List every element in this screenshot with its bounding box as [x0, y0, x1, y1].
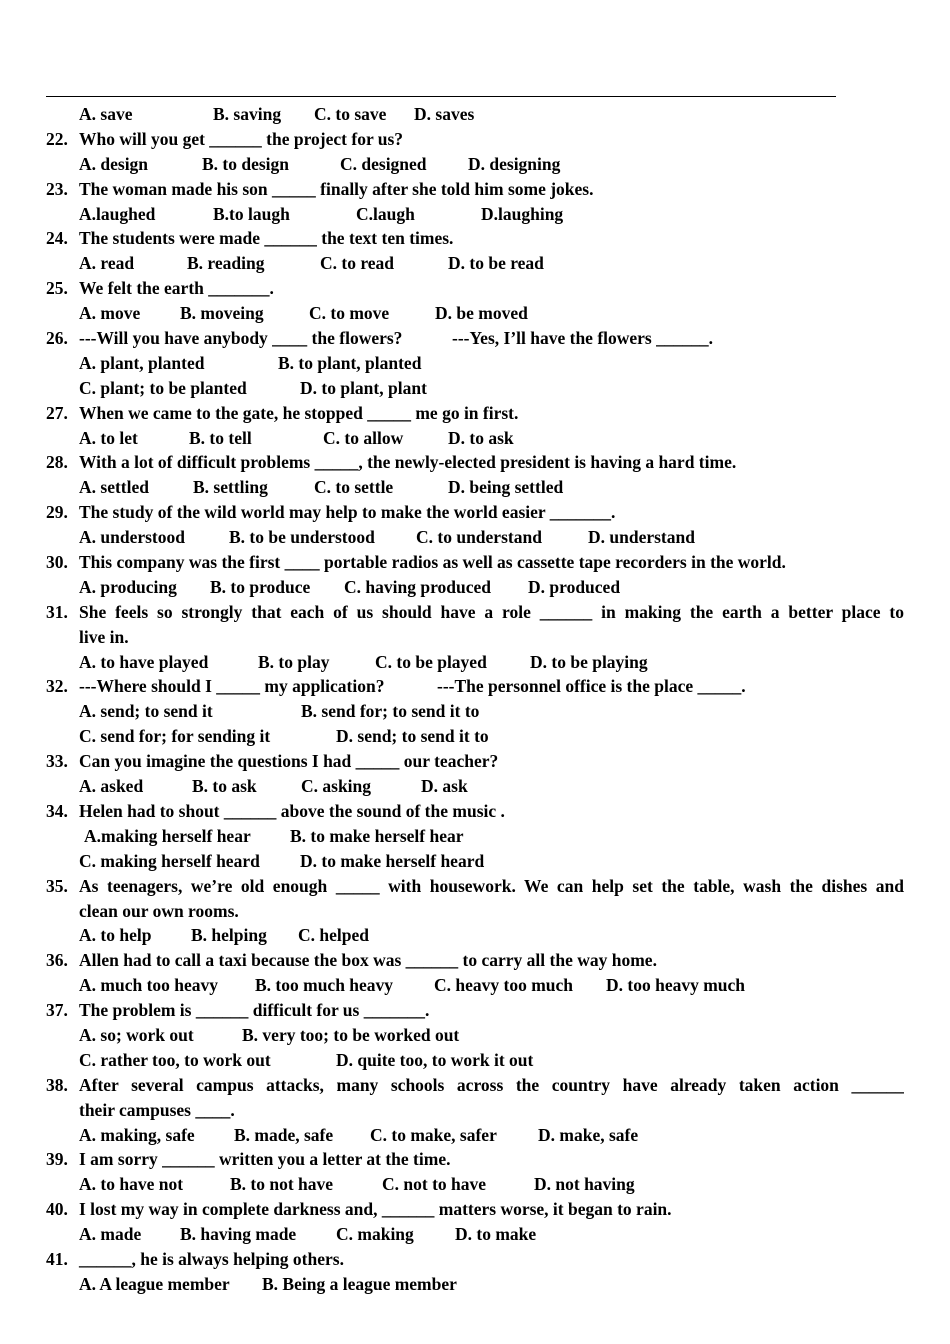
- question-number: 30.: [46, 552, 68, 573]
- question-number: 38.: [46, 1074, 68, 1095]
- option-c: C. to be played: [375, 651, 487, 672]
- options-row: [0, 824, 950, 849]
- option-a: A. to let: [79, 427, 138, 448]
- question-number: 29.: [46, 502, 68, 523]
- option-c: C. to understand: [416, 527, 542, 548]
- option-b: B. saving: [213, 104, 282, 124]
- option-b: D. send; to send it to: [336, 726, 489, 747]
- options-row: [0, 426, 950, 451]
- option-a: C. making herself heard: [79, 850, 260, 871]
- option-d: D. be moved: [435, 303, 528, 324]
- options-row: [0, 202, 950, 227]
- options-row: [0, 575, 950, 600]
- question-number: 37.: [46, 1000, 68, 1021]
- question-text: This company was the first ____ portable radios as well as cassette tape recorders in the world.: [79, 552, 786, 573]
- question-continuation: [0, 1098, 950, 1123]
- question-number: 27.: [46, 402, 68, 423]
- options-row: [0, 251, 950, 276]
- question-number: 36.: [46, 950, 68, 971]
- question-number: 40.: [46, 1199, 68, 1220]
- option-b: B. made, safe: [234, 1124, 334, 1145]
- question-number: 22.: [46, 128, 68, 149]
- question-text: We felt the earth _______.: [79, 278, 274, 299]
- option-d: D. not having: [534, 1174, 635, 1195]
- options-row: [0, 923, 950, 948]
- question-row: [0, 226, 950, 251]
- question-row: [0, 177, 950, 202]
- option-d: D. being settled: [448, 477, 564, 498]
- question-text: The study of the wild world may help to make the world easier _______.: [79, 502, 616, 523]
- question-text: The students were made ______ the text ten times.: [79, 228, 454, 249]
- option-b: B. too much heavy: [255, 975, 394, 996]
- question-text: clean our own rooms.: [79, 900, 239, 921]
- options-row: [0, 102, 950, 127]
- option-c: C. to settle: [314, 477, 394, 498]
- question-row: [0, 127, 950, 152]
- option-a: A. plant, planted: [79, 352, 205, 373]
- option-a: A. producing: [79, 576, 177, 597]
- question-row: [0, 600, 950, 625]
- option-d: D. to be playing: [530, 651, 648, 672]
- option-b: B. to tell: [189, 427, 252, 448]
- options-row: [0, 1272, 950, 1297]
- options-row: [0, 849, 950, 874]
- question-number: 32.: [46, 676, 68, 697]
- question-row: [0, 1073, 950, 1098]
- option-a: A. design: [79, 153, 149, 174]
- question-text: live in.: [79, 626, 129, 647]
- option-a: A. save: [79, 104, 133, 124]
- option-a: A. send; to send it: [79, 701, 213, 722]
- option-a: A. made: [79, 1224, 142, 1245]
- option-b: B. reading: [187, 253, 265, 274]
- question-continuation: [0, 625, 950, 650]
- option-d: D. designing: [468, 153, 561, 174]
- option-d: D.laughing: [481, 203, 564, 224]
- question-text: their campuses ____.: [79, 1099, 235, 1120]
- header-rule: [46, 96, 836, 97]
- question-text: Allen had to call a taxi because the box was ______ to carry all the way home.: [79, 950, 657, 971]
- question-row: [0, 799, 950, 824]
- option-b: D. to make herself heard: [300, 850, 485, 871]
- option-a: C. rather too, to work out: [79, 1049, 271, 1070]
- question-text: Helen had to shout ______ above the sound of the music .: [79, 800, 505, 821]
- option-c: C. not to have: [382, 1174, 487, 1195]
- option-c: C. to save: [314, 104, 387, 124]
- option-d: D. saves: [414, 104, 475, 124]
- option-c: C. to move: [309, 303, 390, 324]
- options-row: [0, 152, 950, 177]
- question-text: With a lot of difficult problems _____, the newly-elected president is having a hard time.: [79, 452, 737, 473]
- options-row: [0, 650, 950, 675]
- options-row: [0, 1222, 950, 1247]
- option-a: A. understood: [79, 527, 185, 548]
- option-a: A. much too heavy: [79, 975, 219, 996]
- option-d: D. to ask: [448, 427, 514, 448]
- option-c: C. to read: [320, 253, 395, 274]
- question-number: 23.: [46, 178, 68, 199]
- option-c: C. helped: [298, 925, 369, 946]
- question-list: [0, 102, 950, 1297]
- options-row: [0, 525, 950, 550]
- option-b: B. to not have: [230, 1174, 334, 1195]
- option-a: A.making herself hear: [84, 825, 251, 846]
- options-row: [0, 475, 950, 500]
- option-b: B. helping: [191, 925, 267, 946]
- option-a: A. so; work out: [79, 1024, 194, 1045]
- option-b: B.to laugh: [213, 203, 290, 224]
- question-text: ---Will you have anybody ____ the flowers?: [79, 328, 403, 349]
- options-row: [0, 724, 950, 749]
- option-a: C. send for; for sending it: [79, 726, 271, 747]
- question-row: [0, 998, 950, 1023]
- option-b: B. to plant, planted: [278, 352, 422, 373]
- question-row: [0, 948, 950, 973]
- option-a: A.laughed: [79, 203, 156, 224]
- options-row: [0, 1048, 950, 1073]
- question-number: 31.: [46, 601, 68, 622]
- option-c: C. making: [336, 1224, 414, 1245]
- option-d: D. ask: [421, 776, 468, 797]
- option-b: B. very too; to be worked out: [242, 1024, 460, 1045]
- option-d: D. understand: [588, 527, 695, 548]
- option-b: B. having made: [180, 1224, 297, 1245]
- option-d: D. to be read: [448, 253, 544, 274]
- option-a: A. to have not: [79, 1174, 184, 1195]
- option-b: B. moveing: [180, 303, 264, 324]
- option-d: D. to make: [455, 1224, 537, 1245]
- question-row: [0, 1197, 950, 1222]
- option-b: B. send for; to send it to: [301, 701, 480, 722]
- option-b: D. to plant, plant: [300, 377, 427, 398]
- options-row: [0, 1172, 950, 1197]
- option-c: C. heavy too much: [434, 975, 574, 996]
- question-number: 33.: [46, 751, 68, 772]
- options-row: [0, 699, 950, 724]
- question-row: [0, 276, 950, 301]
- option-b: B. to produce: [210, 576, 311, 597]
- options-row: [0, 351, 950, 376]
- option-a: A. making, safe: [79, 1124, 195, 1145]
- question-text: When we came to the gate, he stopped _____ me go in first.: [79, 402, 519, 423]
- option-a: A. move: [79, 303, 141, 324]
- question-number: 25.: [46, 278, 68, 299]
- question-text: Who will you get ______ the project for us?: [79, 128, 404, 149]
- question-text: I am sorry ______ written you a letter at the time.: [79, 1149, 451, 1170]
- answer-prompt: ---The personnel office is the place _____.: [437, 676, 746, 697]
- option-b: B. to make herself hear: [290, 825, 464, 846]
- question-row: [0, 500, 950, 525]
- option-b: B. settling: [193, 477, 268, 498]
- options-row: [0, 774, 950, 799]
- option-b: B. Being a league member: [262, 1273, 457, 1294]
- option-d: D. make, safe: [538, 1124, 639, 1145]
- option-c: C. to allow: [323, 427, 404, 448]
- options-row: [0, 376, 950, 401]
- question-number: 39.: [46, 1149, 68, 1170]
- question-text: As teenagers, we’re old enough _____ with housework. We can help set the table, wash the dishes and: [79, 875, 904, 896]
- option-a: A. settled: [79, 477, 149, 498]
- option-c: C. asking: [301, 776, 372, 797]
- option-d: D. too heavy much: [606, 975, 746, 996]
- options-row: [0, 973, 950, 998]
- option-b: B. to play: [258, 651, 330, 672]
- option-a: A. read: [79, 253, 135, 274]
- question-text: She feels so strongly that each of us should have a role ______ in making the earth a better place to: [79, 601, 904, 622]
- option-b: B. to ask: [192, 776, 257, 797]
- option-c: C.laugh: [356, 203, 415, 224]
- answer-prompt: ---Yes, I’ll have the flowers ______.: [452, 328, 713, 349]
- question-continuation: [0, 899, 950, 924]
- question-row: [0, 401, 950, 426]
- question-row: [0, 450, 950, 475]
- option-a: A. asked: [79, 776, 144, 797]
- question-number: 24.: [46, 228, 68, 249]
- question-row: [0, 1247, 950, 1272]
- question-row: [0, 874, 950, 899]
- option-a: A. to have played: [79, 651, 209, 672]
- question-text: ______, he is always helping others.: [79, 1248, 344, 1269]
- question-text: After several campus attacks, many schools across the country have already taken action ______: [79, 1074, 904, 1095]
- question-row: [0, 749, 950, 774]
- question-text: Can you imagine the questions I had _____ our teacher?: [79, 751, 499, 772]
- option-c: C. having produced: [344, 576, 492, 597]
- question-number: 34.: [46, 800, 68, 821]
- question-number: 41.: [46, 1248, 68, 1269]
- option-a: C. plant; to be planted: [79, 377, 247, 398]
- question-row: [0, 550, 950, 575]
- question-row: [0, 326, 950, 351]
- question-text: The problem is ______ difficult for us _______.: [79, 1000, 430, 1021]
- options-row: [0, 1123, 950, 1148]
- question-text: ---Where should I _____ my application?: [79, 676, 385, 697]
- options-row: [0, 1023, 950, 1048]
- question-text: I lost my way in complete darkness and, ______ matters worse, it began to rain.: [79, 1199, 672, 1220]
- option-b: D. quite too, to work it out: [336, 1049, 534, 1070]
- question-row: [0, 1147, 950, 1172]
- question-number: 28.: [46, 452, 68, 473]
- option-c: C. to make, safer: [370, 1124, 497, 1145]
- question-number: 26.: [46, 328, 68, 349]
- question-number: 35.: [46, 875, 68, 896]
- option-b: B. to design: [202, 153, 290, 174]
- question-text: The woman made his son _____ finally after she told him some jokes.: [79, 178, 594, 199]
- option-a: A. A league member: [79, 1273, 230, 1294]
- options-row: [0, 301, 950, 326]
- option-c: C. designed: [340, 153, 427, 174]
- option-d: D. produced: [528, 576, 621, 597]
- option-a: A. to help: [79, 925, 152, 946]
- option-b: B. to be understood: [229, 527, 375, 548]
- question-row: [0, 674, 950, 699]
